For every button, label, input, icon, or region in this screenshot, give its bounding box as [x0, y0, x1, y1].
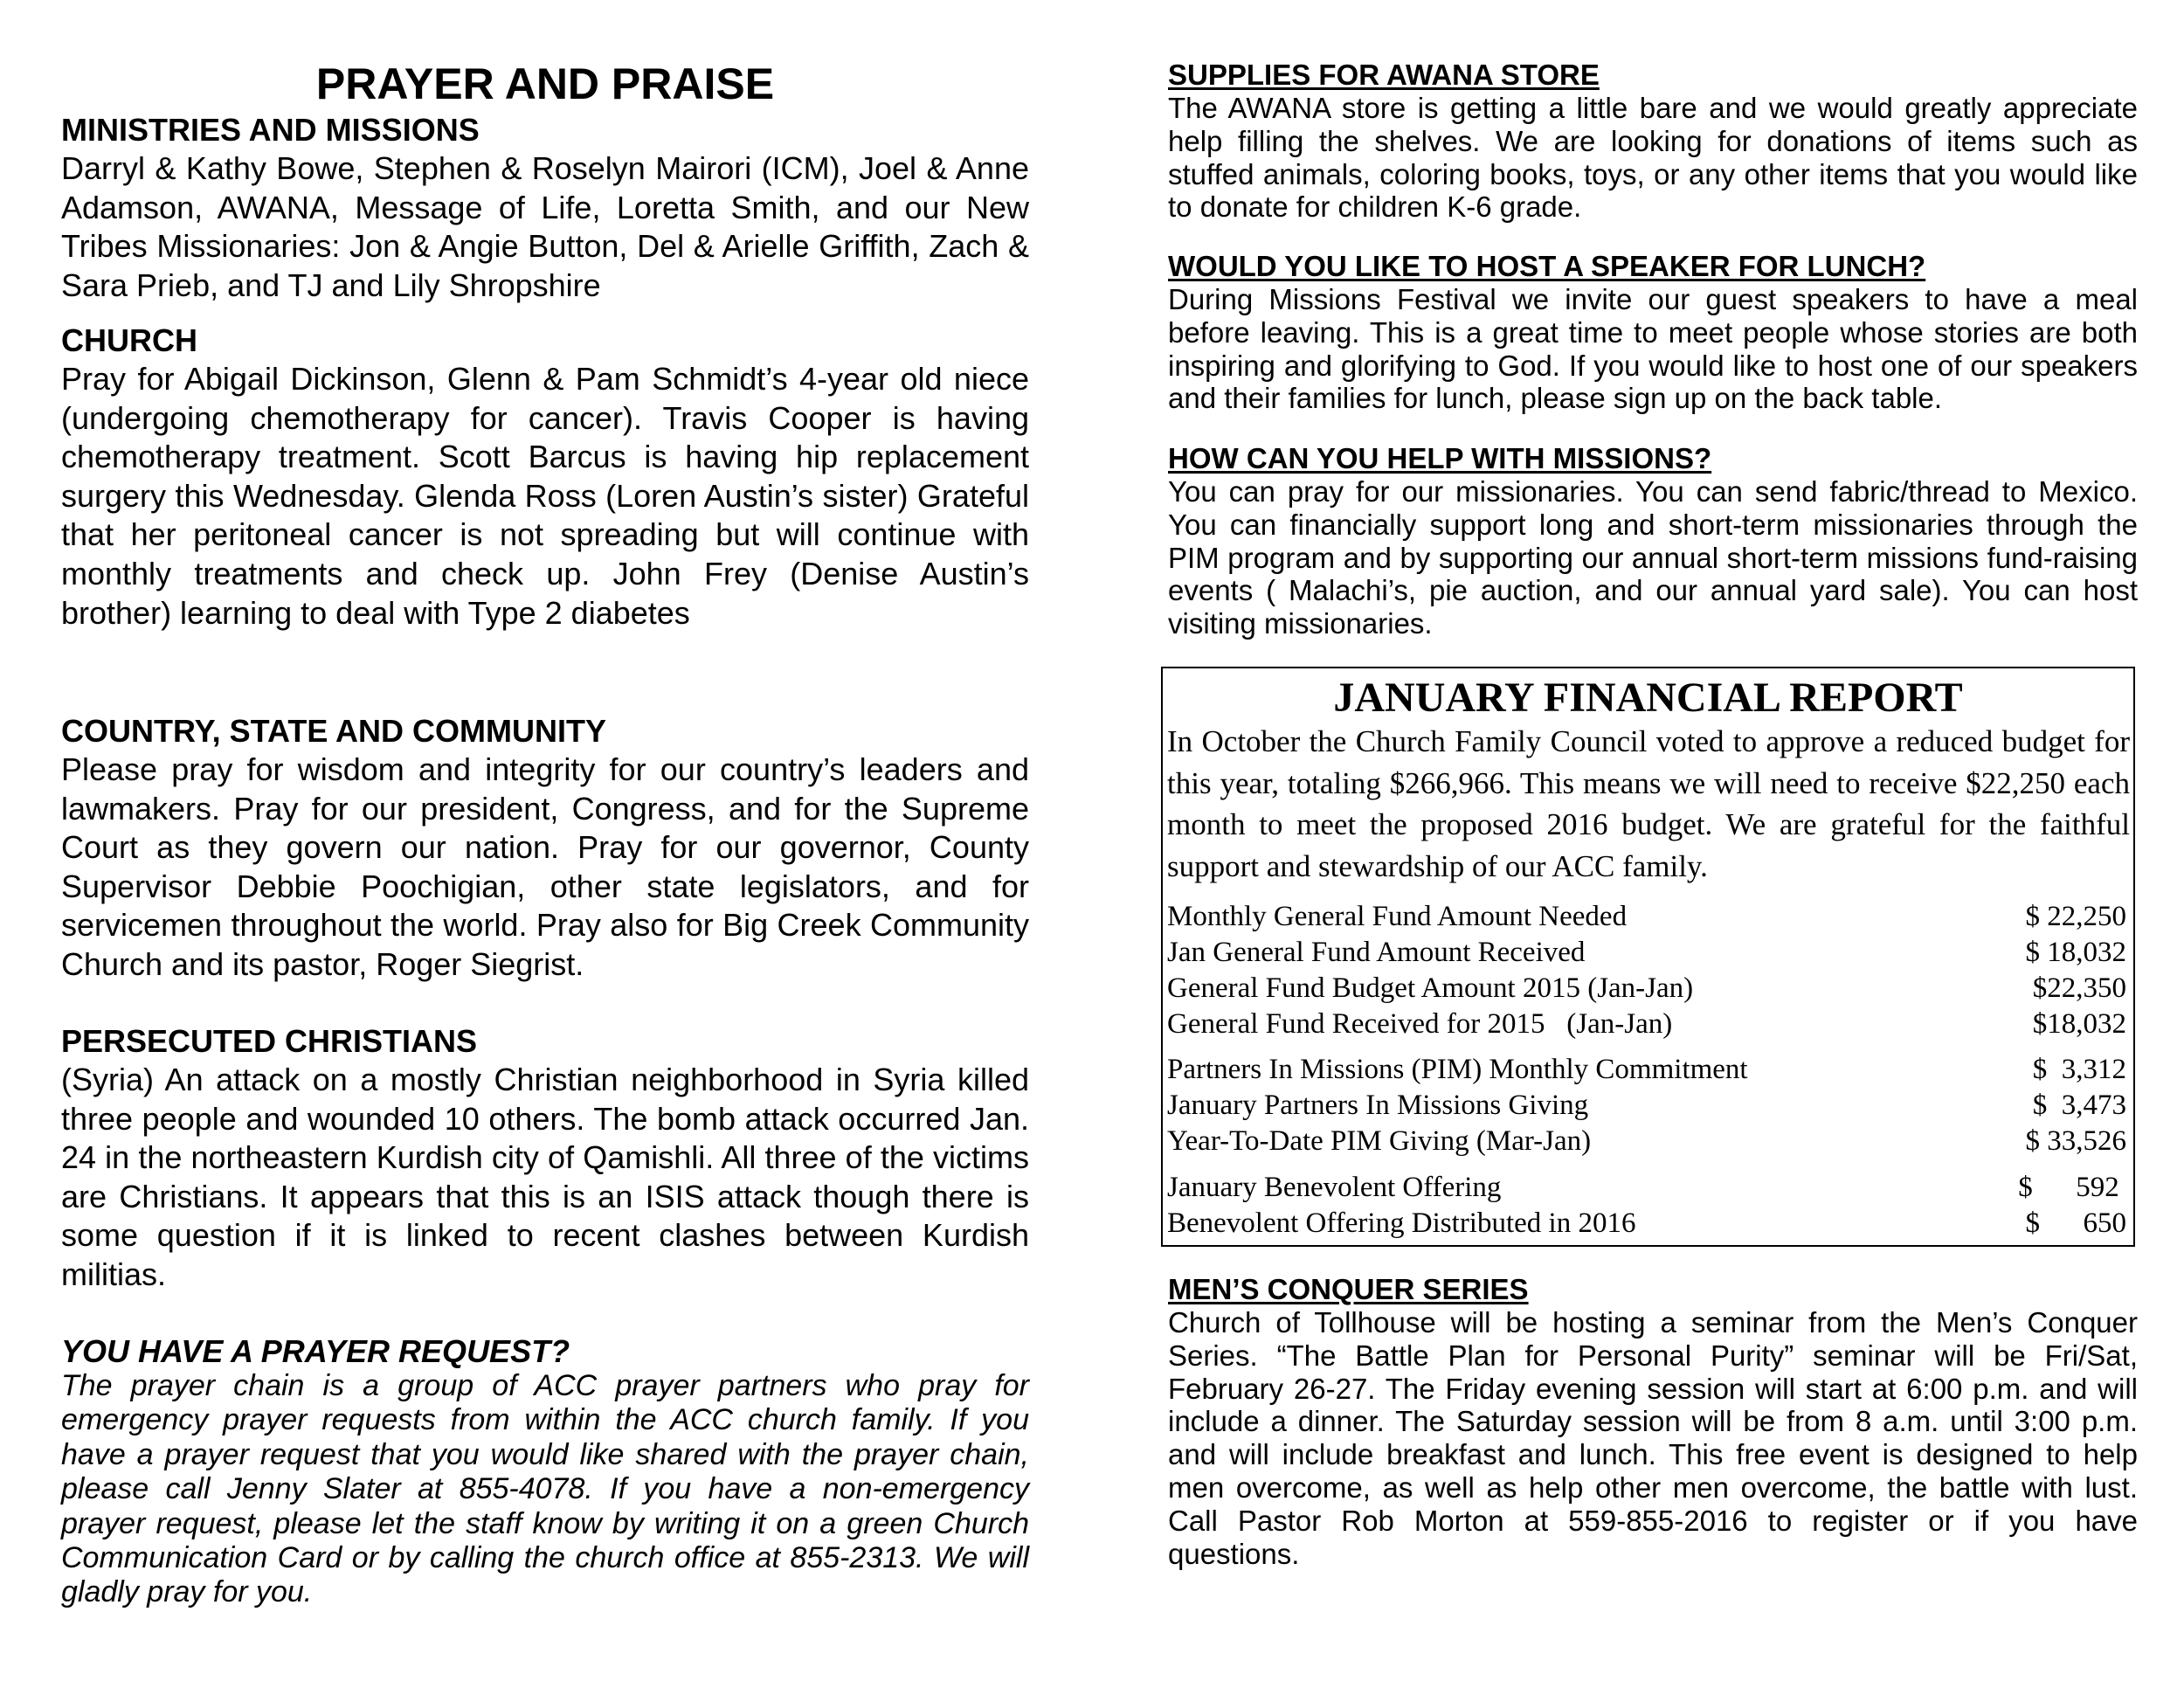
- report-row-label: Jan General Fund Amount Received: [1167, 937, 1586, 968]
- report-row-label: January Partners In Missions Giving: [1167, 1090, 1589, 1121]
- report-row-label: Year-To-Date PIM Giving (Mar-Jan): [1167, 1125, 1592, 1157]
- country-heading: COUNTRY, STATE AND COMMUNITY: [61, 713, 606, 749]
- report-row-amount: $ 650: [2025, 1207, 2126, 1239]
- report-row: [1167, 1206, 2126, 1241]
- conquer-heading: MEN’S CONQUER SERIES: [1168, 1273, 1529, 1305]
- host-heading: WOULD YOU LIKE TO HOST A SPEAKER FOR LUNCH?: [1168, 250, 1926, 282]
- report-row: [1167, 1170, 2126, 1205]
- report-row-label: January Benevolent Offering: [1167, 1172, 1502, 1203]
- persecuted-heading: PERSECUTED CHRISTIANS: [61, 1023, 478, 1059]
- missions-help-heading: HOW CAN YOU HELP WITH MISSIONS?: [1168, 442, 1712, 474]
- report-row-label: General Fund Received for 2015 (Jan-Jan): [1167, 1008, 1673, 1040]
- host-text: During Missions Festival we invite our guest speakers to have a meal before leaving. This is a great time to meet people whose stories are both inspiring and glorifying to God. If you would like to host one of our speakers and their families for lunch, please sign up on the back table.: [1168, 283, 2138, 415]
- church-text: Pray for Abigail Dickinson, Glenn & Pam Schmidt’s 4-year old niece (undergoing chemotherapy for cancer). Travis Cooper is having chemotherapy treatment. Scott Barcus is having hip replacement surgery this Wednesday. Glenda Ross (Loren Austin’s sister) Grateful that her peritoneal cancer is not spreading but will continue with monthly treatments and check up. John Frey (Denise Austin’s brother) learning to deal with Type 2 diabetes: [61, 361, 1029, 631]
- report-row-amount: $ 18,032: [2025, 937, 2126, 968]
- report-row-amount: $18,032: [2032, 1008, 2126, 1040]
- financial-report-box: [1161, 667, 2135, 1247]
- prayer-request-text: The prayer chain is a group of ACC prayer partners who pray for emergency prayer requests from within the ACC church family. If you have a prayer request that you would like shared with the prayer chain, please call Jenny Slater at 855-4078. If you have a non-emergency prayer request, please let the staff know by writing it on a green Church Communication Card or by calling the church office at 855-2313. We will gladly pray for you.: [61, 1369, 1029, 1609]
- report-row-amount: $ 3,312: [2032, 1054, 2126, 1085]
- report-row-amount: $ 33,526: [2025, 1125, 2126, 1157]
- persecuted-text: (Syria) An attack on a mostly Christian neighborhood in Syria killed three people and wounded 10 others. The bomb attack occurred Jan. 24 in the northeastern Kurdish city of Qamishli. All three of the victims are Christians. It appears that this is an ISIS attack though there is some question if it is linked to recent clashes between Kurdish militias.: [61, 1062, 1029, 1292]
- report-row: [1167, 1052, 2126, 1087]
- church-heading: CHURCH: [61, 322, 197, 358]
- report-row-label: Monthly General Fund Amount Needed: [1167, 901, 1628, 932]
- report-row: [1167, 1088, 2126, 1123]
- report-row-label: Benevolent Offering Distributed in 2016: [1167, 1207, 1636, 1239]
- financial-report-intro: In October the Church Family Council voted to approve a reduced budget for this year, totaling $266,966. This means we will need to receive $22,250 each month to meet the proposed 2016 budget. We are grateful for the faithful support and stewardship of our ACC family.: [1167, 724, 2130, 883]
- missions-help-text: You can pray for our missionaries. You can send fabric/thread to Mexico. You can financially support long and short-term missionaries through the PIM program and by supporting our annual short-term missions fund-raising events ( Malachi’s, pie auction, and our annual yard sale). You can host visiting missionaries.: [1168, 475, 2138, 640]
- report-row: [1167, 971, 2126, 1006]
- report-row-amount: $22,350: [2032, 972, 2126, 1004]
- report-row-label: Partners In Missions (PIM) Monthly Commitment: [1167, 1054, 1748, 1085]
- report-row: [1167, 1124, 2126, 1159]
- report-row: [1167, 899, 2126, 934]
- financial-report-title: JANUARY FINANCIAL REPORT: [1333, 675, 1963, 721]
- awana-text: The AWANA store is getting a little bare and we would greatly appreciate help filling the shelves. We are looking for donations of items such as stuffed animals, coloring books, toys, or any other items that you would like to donate for children K-6 grade.: [1168, 92, 2138, 224]
- conquer-text: Church of Tollhouse will be hosting a seminar from the Men’s Conquer Series. “The Battle Plan for Personal Purity” seminar will be Fri/Sat, February 26-27. The Friday evening session will start at 6:00 p.m. and will include a dinner. The Saturday session will be from 8 a.m. until 3:00 p.m. and will include breakfast and lunch. This free event is designed to help men overcome, as well as help other men overcome, the battle with lust. Call Pastor Rob Morton at 559-855-2016 to register or if you have questions.: [1168, 1306, 2138, 1570]
- report-row-label: General Fund Budget Amount 2015 (Jan-Jan): [1167, 972, 1694, 1004]
- report-row-amount: $ 592: [2018, 1172, 2126, 1203]
- report-row: [1167, 1007, 2126, 1041]
- page-title: PRAYER AND PRAISE: [315, 59, 775, 108]
- ministries-text: Darryl & Kathy Bowe, Stephen & Roselyn Mairori (ICM), Joel & Anne Adamson, AWANA, Message of Life, Loretta Smith, and our New Tribes Missionaries: Jon & Angie Button, Del & Arielle Griffith, Zach & Sara Prieb, and TJ and Lily Shropshire: [61, 150, 1029, 303]
- report-row: [1167, 935, 2126, 970]
- report-row-amount: $ 22,250: [2025, 901, 2126, 932]
- ministries-heading: MINISTRIES AND MISSIONS: [61, 112, 480, 148]
- prayer-request-heading: YOU HAVE A PRAYER REQUEST?: [61, 1333, 570, 1369]
- report-row-amount: $ 3,473: [2032, 1090, 2126, 1121]
- country-text: Please pray for wisdom and integrity for our country’s leaders and lawmakers. Pray for our president, Congress, and for the Supreme Court as they govern our nation. Pray for our governor, County Supervisor Debbie Poochigian, other state legislators, and for servicemen throughout the world. Pray also for Big Creek Community Church and its pastor, Roger Siegrist.: [61, 751, 1029, 982]
- awana-heading: SUPPLIES FOR AWANA STORE: [1168, 59, 1600, 91]
